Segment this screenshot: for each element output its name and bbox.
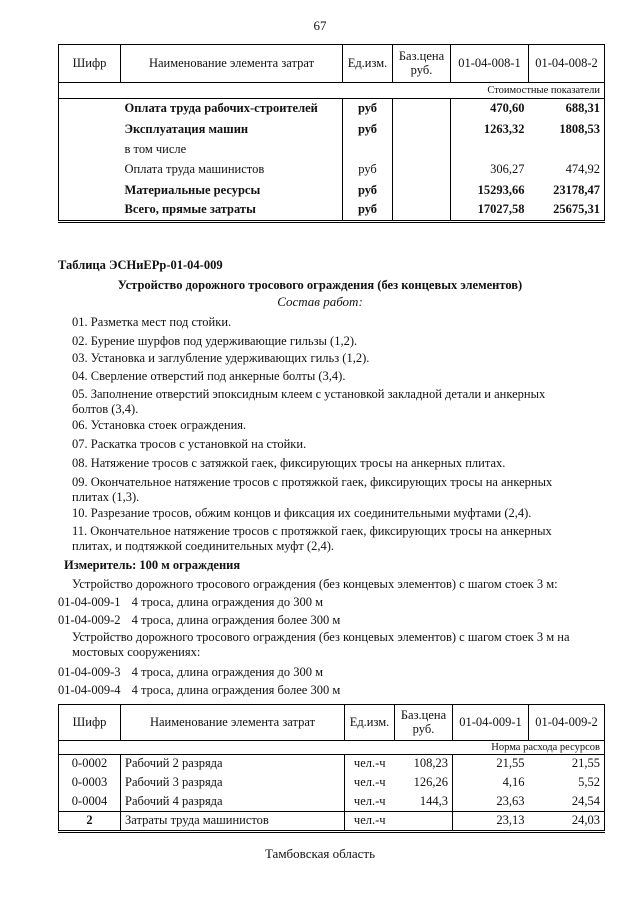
page-number: 67 bbox=[313, 18, 327, 33]
header-unit: Ед.изм. bbox=[343, 45, 393, 83]
header-name: Наименование элемента затрат bbox=[121, 705, 345, 741]
code: 01-04-009-1 bbox=[58, 595, 121, 609]
code: 01-04-009-3 bbox=[58, 665, 121, 679]
header-code: Шифр bbox=[59, 45, 121, 83]
table-row bbox=[59, 181, 605, 201]
row-price: 144,3 bbox=[395, 793, 453, 812]
subheader: Норма расхода ресурсов bbox=[59, 741, 605, 755]
list-item: 02. Бурение шурфов под удерживающие гильзы (1,2). bbox=[72, 334, 358, 348]
header-base-price: Баз.цена руб. bbox=[395, 705, 453, 741]
header-code: Шифр bbox=[59, 705, 121, 741]
row-name: Оплата труда рабочих-строителей bbox=[124, 101, 318, 116]
row-name: Затраты труда машинистов bbox=[121, 812, 345, 832]
row-value-2: 5,52 bbox=[529, 774, 605, 793]
code-row bbox=[58, 613, 340, 628]
code-text: 4 троса, длина ограждения до 300 м bbox=[131, 665, 324, 679]
table-label: Таблица ЭСНиЕРр-01-04-009 bbox=[58, 258, 223, 272]
code: 01-04-009-2 bbox=[58, 613, 121, 627]
row-value-1: 1263,32 bbox=[483, 122, 525, 137]
resource-table-2 bbox=[58, 704, 605, 833]
row-value-1: 17027,58 bbox=[451, 201, 529, 222]
header-name: Наименование элемента затрат bbox=[121, 45, 343, 83]
code-row bbox=[58, 683, 340, 698]
row-value-2: 21,55 bbox=[529, 755, 605, 774]
row-name: в том числе bbox=[124, 142, 187, 157]
header-unit: Ед.изм. bbox=[345, 705, 395, 741]
row-name: Материальные ресурсы bbox=[124, 182, 261, 197]
row-value-2: 25675,31 bbox=[529, 201, 605, 222]
row-unit: руб bbox=[343, 120, 393, 141]
row-value-1: 23,13 bbox=[453, 812, 529, 832]
list-item: 05. Заполнение отверстий эпоксидным клеем с установкой закладной детали и анкерных болтов (3,4). bbox=[72, 387, 546, 416]
row-name: Всего, прямые затраты bbox=[121, 201, 343, 222]
row-unit: чел.-ч bbox=[345, 793, 395, 812]
header-col1: 01-04-009-1 bbox=[453, 705, 529, 741]
row-value-2: 24,03 bbox=[529, 812, 605, 832]
row-code: 0-0003 bbox=[59, 774, 121, 793]
row-unit: руб bbox=[343, 181, 393, 201]
table-row bbox=[59, 99, 605, 120]
list-item: 09. Окончательное натяжение тросов с протяжкой гаек, фиксирующих тросы на анкерных плитах (1,3). bbox=[72, 475, 553, 504]
code-text: 4 троса, длина ограждения до 300 м bbox=[131, 595, 324, 609]
meter: Измеритель: 100 м ограждения bbox=[64, 558, 241, 572]
list-item: 01. Разметка мест под стойки. bbox=[72, 315, 232, 329]
row-value-1: 306,27 bbox=[490, 162, 525, 177]
row-code: 2 bbox=[59, 812, 121, 832]
footer: Тамбовская область bbox=[264, 846, 376, 861]
table-row bbox=[59, 774, 605, 793]
row-code: 0-0002 bbox=[59, 755, 121, 774]
list-item: 08. Натяжение тросов с затяжкой гаек, фиксирующих тросы на анкерных плитах. bbox=[72, 456, 506, 470]
description-1: Устройство дорожного тросового ограждения (без концевых элементов) с шагом стоек 3 м: bbox=[72, 577, 558, 591]
cost-table-1 bbox=[58, 44, 605, 223]
header-col2: 01-04-008-2 bbox=[529, 45, 605, 83]
row-value-2: 24,54 bbox=[529, 793, 605, 812]
row-unit: чел.-ч bbox=[345, 812, 395, 832]
table-row bbox=[59, 793, 605, 812]
row-unit: чел.-ч bbox=[353, 775, 386, 790]
list-item: 04. Сверление отверстий под анкерные болты (3,4). bbox=[72, 369, 346, 383]
row-unit: руб bbox=[343, 201, 393, 222]
row-value-1: 21,55 bbox=[496, 756, 525, 771]
code: 01-04-009-4 bbox=[58, 683, 121, 697]
row-unit: руб bbox=[343, 160, 393, 181]
code-row bbox=[58, 595, 323, 610]
row-code: 0-0004 bbox=[59, 793, 121, 812]
list-item: 06. Установка стоек ограждения. bbox=[72, 418, 247, 432]
row-value-1: 4,16 bbox=[502, 775, 525, 790]
row-value-2: 1808,53 bbox=[529, 120, 605, 141]
row-value-2: 688,31 bbox=[529, 99, 605, 120]
row-name: Рабочий 3 разряда bbox=[121, 774, 345, 793]
section-title: Устройство дорожного тросового ограждения (без концевых элементов) bbox=[117, 278, 523, 292]
code-row bbox=[58, 665, 323, 680]
row-name: Эксплуатация машин bbox=[124, 122, 249, 137]
list-item: 07. Раскатка тросов с установкой на стойки. bbox=[72, 437, 307, 451]
list-item: 10. Разрезание тросов, обжим концов и фиксация их соединительными муфтами (2,4). bbox=[72, 506, 532, 520]
code-text: 4 троса, длина ограждения более 300 м bbox=[131, 683, 341, 697]
list-item: 11. Окончательное натяжение тросов с протяжкой гаек, фиксирующих тросы на анкерных плитах, и подтяжкой соединительных муфт (2,4). bbox=[72, 524, 552, 553]
row-value-2: 474,92 bbox=[529, 160, 605, 181]
table-row bbox=[59, 201, 605, 222]
row-name: Рабочий 2 разряда bbox=[121, 755, 345, 774]
row-value-1: 470,60 bbox=[490, 101, 525, 116]
row-price bbox=[395, 812, 453, 832]
row-value-1: 23,63 bbox=[453, 793, 529, 812]
row-name: Рабочий 4 разряда bbox=[121, 793, 345, 812]
row-value-1: 15293,66 bbox=[477, 182, 525, 197]
table-row bbox=[59, 812, 605, 832]
header-col2: 01-04-009-2 bbox=[529, 705, 605, 741]
description-2: Устройство дорожного тросового ограждения (без концевых элементов) с шагом стоек 3 м на мостовых сооружениях: bbox=[72, 630, 570, 659]
code-text: 4 троса, длина ограждения более 300 м bbox=[131, 613, 341, 627]
table-row bbox=[59, 141, 605, 160]
row-unit: руб bbox=[343, 99, 393, 120]
row-price: 126,26 bbox=[395, 774, 453, 793]
header-col1: 01-04-008-1 bbox=[451, 45, 529, 83]
header-base-price: Баз.цена руб. bbox=[393, 45, 451, 83]
subheader: Стоимостные показатели bbox=[59, 83, 605, 99]
table-row bbox=[59, 120, 605, 141]
list-item: 03. Установка и заглубление удерживающих гильз (1,2). bbox=[72, 351, 370, 365]
table-row bbox=[59, 755, 605, 774]
row-unit: чел.-ч bbox=[353, 756, 386, 771]
table-row bbox=[59, 160, 605, 181]
row-price: 108,23 bbox=[395, 755, 453, 774]
row-value-2: 23178,47 bbox=[529, 181, 605, 201]
row-name: Оплата труда машинистов bbox=[124, 162, 265, 177]
works-heading: Состав работ: bbox=[277, 294, 363, 309]
